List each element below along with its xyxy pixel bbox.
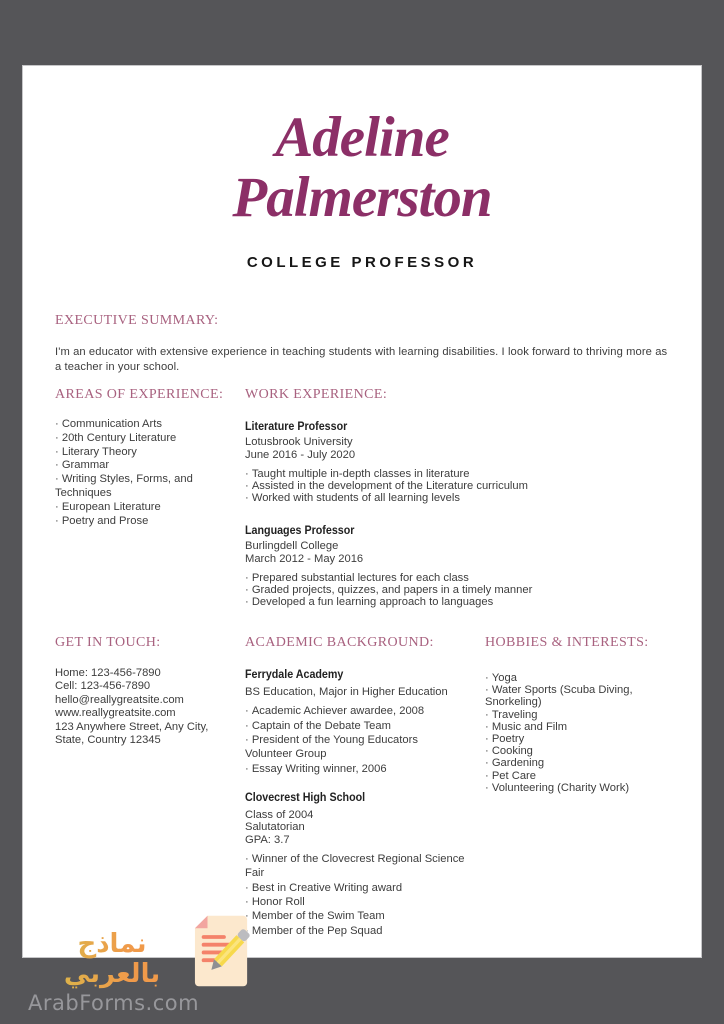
section-academic-background xyxy=(245,635,467,938)
work-heading: WORK EXPERIENCE: xyxy=(245,387,388,402)
section-work-experience xyxy=(245,387,597,608)
list-item: · Taught multiple in-depth classes in literature xyxy=(245,468,597,480)
list-item: · Pet Care xyxy=(485,770,667,782)
contact-heading: GET IN TOUCH: xyxy=(55,635,161,650)
list-item: · Poetry and Prose xyxy=(55,515,243,529)
list-item: · Member of the Swim Team xyxy=(245,909,467,923)
school-degree: BS Education, Major in Higher Education xyxy=(245,686,448,698)
hobbies-heading: HOBBIES & INTERESTS: xyxy=(485,635,649,650)
list-item: · Worked with students of all learning levels xyxy=(245,492,597,504)
list-item: · Best in Creative Writing award xyxy=(245,881,467,895)
contact-website: www.reallygreatsite.com xyxy=(55,707,176,720)
section-areas-of-experience xyxy=(55,387,243,528)
areas-heading: AREAS OF EXPERIENCE: xyxy=(55,387,224,402)
job-title: Languages Professor xyxy=(245,523,355,537)
contact-cell-phone: Cell: 123-456-7890 xyxy=(55,680,151,693)
school-name: Ferrydale Academy xyxy=(245,667,344,681)
school-name: Clovecrest High School xyxy=(245,790,366,805)
list-item: · Graded projects, quizzes, and papers in a timely manner xyxy=(245,584,597,596)
resume-page xyxy=(23,66,701,957)
list-item: · Honor Roll xyxy=(245,895,467,909)
list-item: · Academic Achiever awardee, 2008 xyxy=(245,704,467,718)
executive-summary-text: I'm an educator with extensive experience in teaching students with learning disabilities. I look forward to thriving more as a teacher in your school. xyxy=(55,346,668,373)
job-bullets xyxy=(245,572,597,608)
name-line-2: Palmerston xyxy=(232,166,492,229)
list-item: · President of the Young Educators Volunteer Group xyxy=(245,733,467,762)
list-item: · Gardening xyxy=(485,757,667,769)
school-entry xyxy=(245,668,467,776)
list-item: · Grammar xyxy=(55,459,243,473)
areas-list xyxy=(55,418,243,528)
school-details xyxy=(245,809,467,846)
list-item: · Assisted in the development of the Literature curriculum xyxy=(245,480,597,492)
school-bullets xyxy=(245,704,467,776)
executive-summary-heading: EXECUTIVE SUMMARY: xyxy=(55,313,219,328)
list-item: · Prepared substantial lectures for each class xyxy=(245,572,597,584)
job-title: Literature Professor xyxy=(245,419,348,433)
pencil-document-icon xyxy=(193,914,251,989)
list-item: · Literary Theory xyxy=(55,446,243,460)
watermark-arabic-text: نماذج بالعربي xyxy=(28,929,196,989)
job-dates: June 2016 - July 2020 xyxy=(245,449,356,461)
list-item: · Winner of the Clovecrest Regional Science Fair xyxy=(245,852,467,881)
list-item: · 20th Century Literature xyxy=(55,432,243,446)
list-item: · Yoga xyxy=(485,672,667,684)
list-item: · Traveling xyxy=(485,709,667,721)
academic-heading: ACADEMIC BACKGROUND: xyxy=(245,635,434,650)
job-bullets xyxy=(245,468,597,504)
list-item: · Member of the Pep Squad xyxy=(245,924,467,938)
list-item: · Water Sports (Scuba Diving, Snorkeling) xyxy=(485,684,667,708)
list-item: · Writing Styles, Forms, and Techniques xyxy=(55,473,243,501)
contact-lines xyxy=(55,667,227,747)
list-item: · Essay Writing winner, 2006 xyxy=(245,762,467,776)
list-item: · Developed a fun learning approach to languages xyxy=(245,596,597,608)
job-organization: Burlingdell College xyxy=(245,540,339,552)
hobbies-list xyxy=(485,672,667,794)
job-organization: Lotusbrook University xyxy=(245,436,353,448)
contact-email: hello@reallygreatsite.com xyxy=(55,693,184,706)
contact-address: 123 Anywhere Street, Any City, State, Country 12345 xyxy=(55,720,209,747)
school-entry xyxy=(245,791,467,938)
list-item: · Poetry xyxy=(485,733,667,745)
section-hobbies-interests xyxy=(485,635,667,794)
watermark-site-text: ArabForms.com xyxy=(28,991,200,1015)
watermark xyxy=(28,929,200,1015)
work-entry xyxy=(245,420,597,504)
name-title xyxy=(23,108,701,228)
school-honor: Salutatorian xyxy=(245,821,305,834)
list-item: · Captain of the Debate Team xyxy=(245,719,467,733)
work-entry xyxy=(245,524,597,608)
list-item: · Cooking xyxy=(485,745,667,757)
school-class: Class of 2004 xyxy=(245,809,314,822)
job-subtitle: COLLEGE PROFESSOR xyxy=(246,254,478,271)
list-item: · Volunteering (Charity Work) xyxy=(485,782,667,794)
school-bullets xyxy=(245,852,467,938)
school-details xyxy=(245,686,467,698)
list-item: · Music and Film xyxy=(485,721,667,733)
job-dates: March 2012 - May 2016 xyxy=(245,553,364,565)
contact-home-phone: Home: 123-456-7890 xyxy=(55,667,161,679)
name-line-1: Adeline xyxy=(275,106,449,169)
school-gpa: GPA: 3.7 xyxy=(245,833,290,846)
section-executive-summary xyxy=(55,313,672,375)
list-item: · Communication Arts xyxy=(55,418,243,432)
section-get-in-touch xyxy=(55,635,227,747)
list-item: · European Literature xyxy=(55,501,243,515)
